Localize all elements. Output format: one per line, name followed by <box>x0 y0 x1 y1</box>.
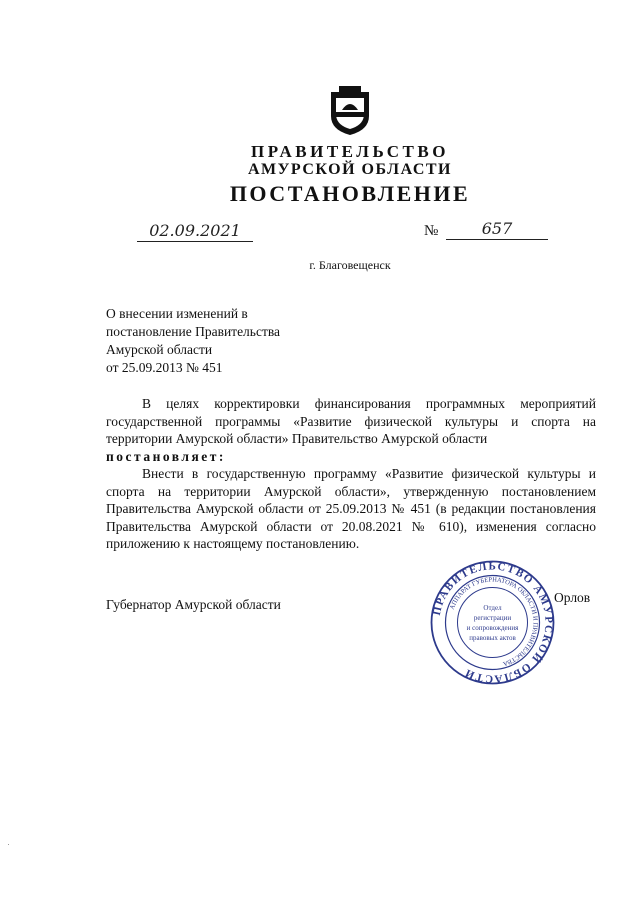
subject-line: Амурской области <box>106 342 213 357</box>
stamp-outer-text: ПРАВИТЕЛЬСТВО АМУРСКОЙ ОБЛАСТИ <box>430 560 555 685</box>
stamp-center-line: правовых актов <box>469 634 516 642</box>
document-date: 02.09.2021 <box>137 221 253 242</box>
region-title: АМУРСКОЙ ОБЛАСТИ <box>248 161 452 178</box>
coat-of-arms-emblem <box>327 86 373 136</box>
subject-line: постановление Правительства <box>106 324 281 339</box>
stamp-center-line: и сопровождения <box>466 624 519 632</box>
official-stamp <box>430 560 555 685</box>
scan-mark <box>8 844 9 845</box>
document-body <box>106 395 596 553</box>
signatory-name: Орлов <box>554 590 591 605</box>
subject-line: от 25.09.2013 № 451 <box>106 360 223 375</box>
document-type: ПОСТАНОВЛЕНИЕ <box>229 181 471 206</box>
subject-line: О внесении изменений в <box>106 306 248 321</box>
number-label: № <box>424 223 439 239</box>
resolution-point: Внести в государственную программу «Развитие физической культуры и спорта на территории Амурской области», утвержденную постановлением Правительства Амурской области от 25.09.2013 № 451 (в редакции постановления Правительства Амурской области от 20.08.2021 № 610), изменения согласно приложению к настоящему постановлению. <box>106 466 596 551</box>
stamp-center-line: регистрации <box>473 614 512 622</box>
city: г. Благовещенск <box>309 258 391 272</box>
postanovlyaet-word: постановляет: <box>106 448 226 464</box>
document-subject <box>106 305 280 377</box>
signatory-title: Губернатор Амурской области <box>106 597 281 612</box>
document-number: 657 <box>446 219 548 240</box>
stamp-center-line: Отдел <box>483 604 502 612</box>
stamp-inner-text: АППАРАТ ГУБЕРНАТОРА ОБЛАСТИ И ПРАВИТЕЛЬСТВА <box>448 576 539 668</box>
intro-paragraph: В целях корректировки финансирования программных мероприятий государственной программы «Развитие физической культуры и спорта на территории Амурской области» Правительство Амурской области <box>106 396 596 446</box>
government-title: ПРАВИТЕЛЬСТВО <box>251 142 449 161</box>
